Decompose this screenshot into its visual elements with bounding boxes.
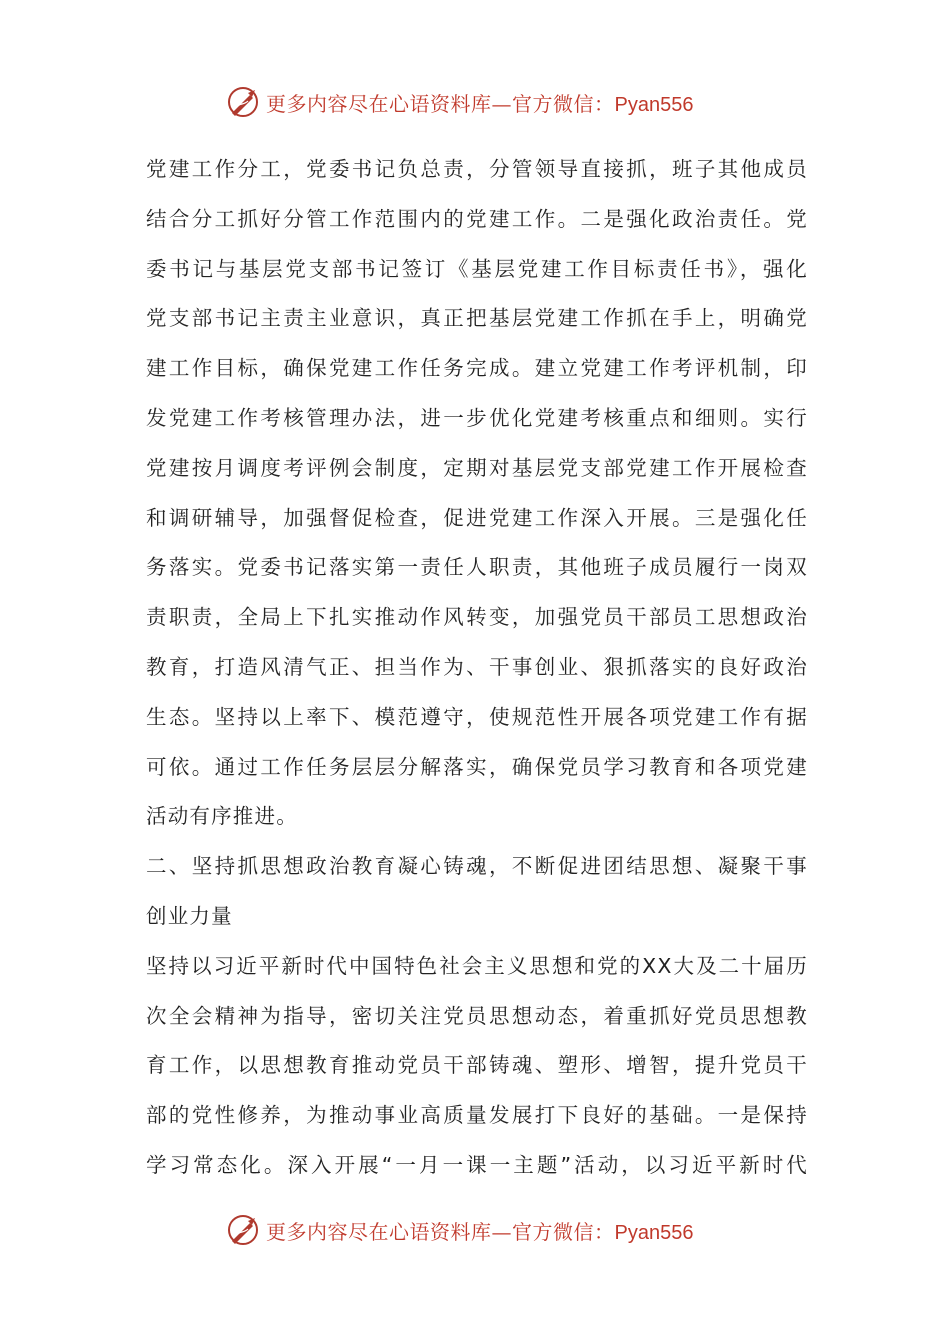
section-heading-line: 创业力量 [146, 903, 233, 928]
section-heading-line: 二、坚持抓思想政治教育凝心铸魂，不断促进团结思想、凝聚干事 [146, 854, 808, 879]
text-line: 教育，打造风清气正、担当作为、干事创业、狠抓落实的良好政治 [146, 654, 808, 679]
banner-text: 更多内容尽在心语资料库—官方微信：Pyan556 [266, 91, 694, 116]
text-line: 可依。通过工作任务层层分解落实，确保党员学习教育和各项党建 [146, 754, 808, 779]
text-line: 坚持以习近平新时代中国特色社会主义思想和党的XX大及二十届历 [146, 953, 808, 978]
text-line: 次全会精神为指导，密切关注党员思想动态，着重抓好党员思想教 [146, 1003, 808, 1028]
wechat-id: Pyan556 [614, 1221, 694, 1244]
text-line: 责职责，全局上下扎实推动作风转变，加强党员干部员工思想政治 [146, 605, 808, 630]
text-line: 和调研辅导，加强督促检查，促进党建工作深入开展。三是强化任 [146, 505, 808, 530]
pen-logo-icon [226, 85, 260, 119]
text-line: 结合分工抓好分管工作范围内的党建工作。二是强化政治责任。党 [146, 206, 808, 231]
header-banner [0, 82, 950, 122]
text-line: 务落实。党委书记落实第一责任人职责，其他班子成员履行一岗双 [146, 555, 808, 580]
banner-text: 更多内容尽在心语资料库—官方微信：Pyan556 [266, 1219, 694, 1244]
text-line: 党建工作分工，党委书记负总责，分管领导直接抓，班子其他成员 [146, 157, 808, 181]
text-line: 党建按月调度考评例会制度，定期对基层党支部党建工作开展检查 [146, 455, 808, 480]
text-line: 生态。坚持以上率下、模范遵守，使规范性开展各项党建工作有据 [146, 704, 808, 729]
text-line: 发党建工作考核管理办法，进一步优化党建考核重点和细则。实行 [146, 405, 808, 430]
text-line: 委书记与基层党支部书记签订《基层党建工作目标责任书》，强化 [146, 256, 808, 281]
document-body [146, 145, 808, 1191]
text-line: 部的党性修养，为推动事业高质量发展打下良好的基础。一是保持 [146, 1103, 808, 1128]
footer-banner [0, 1210, 950, 1250]
text-line: 活动有序推进。 [146, 804, 298, 829]
text-line: 党支部书记主责主业意识，真正把基层党建工作抓在手上，明确党 [146, 306, 808, 331]
text-line: 建工作目标，确保党建工作任务完成。建立党建工作考评机制，印 [146, 356, 808, 381]
pen-logo-icon [226, 1213, 260, 1247]
wechat-id: Pyan556 [614, 93, 694, 116]
text-line: 学习常态化。深入开展“一月一课一主题”活动，以习近平新时代 [146, 1152, 808, 1177]
text-line: 育工作，以思想教育推动党员干部铸魂、塑形、增智，提升党员干 [146, 1053, 808, 1078]
